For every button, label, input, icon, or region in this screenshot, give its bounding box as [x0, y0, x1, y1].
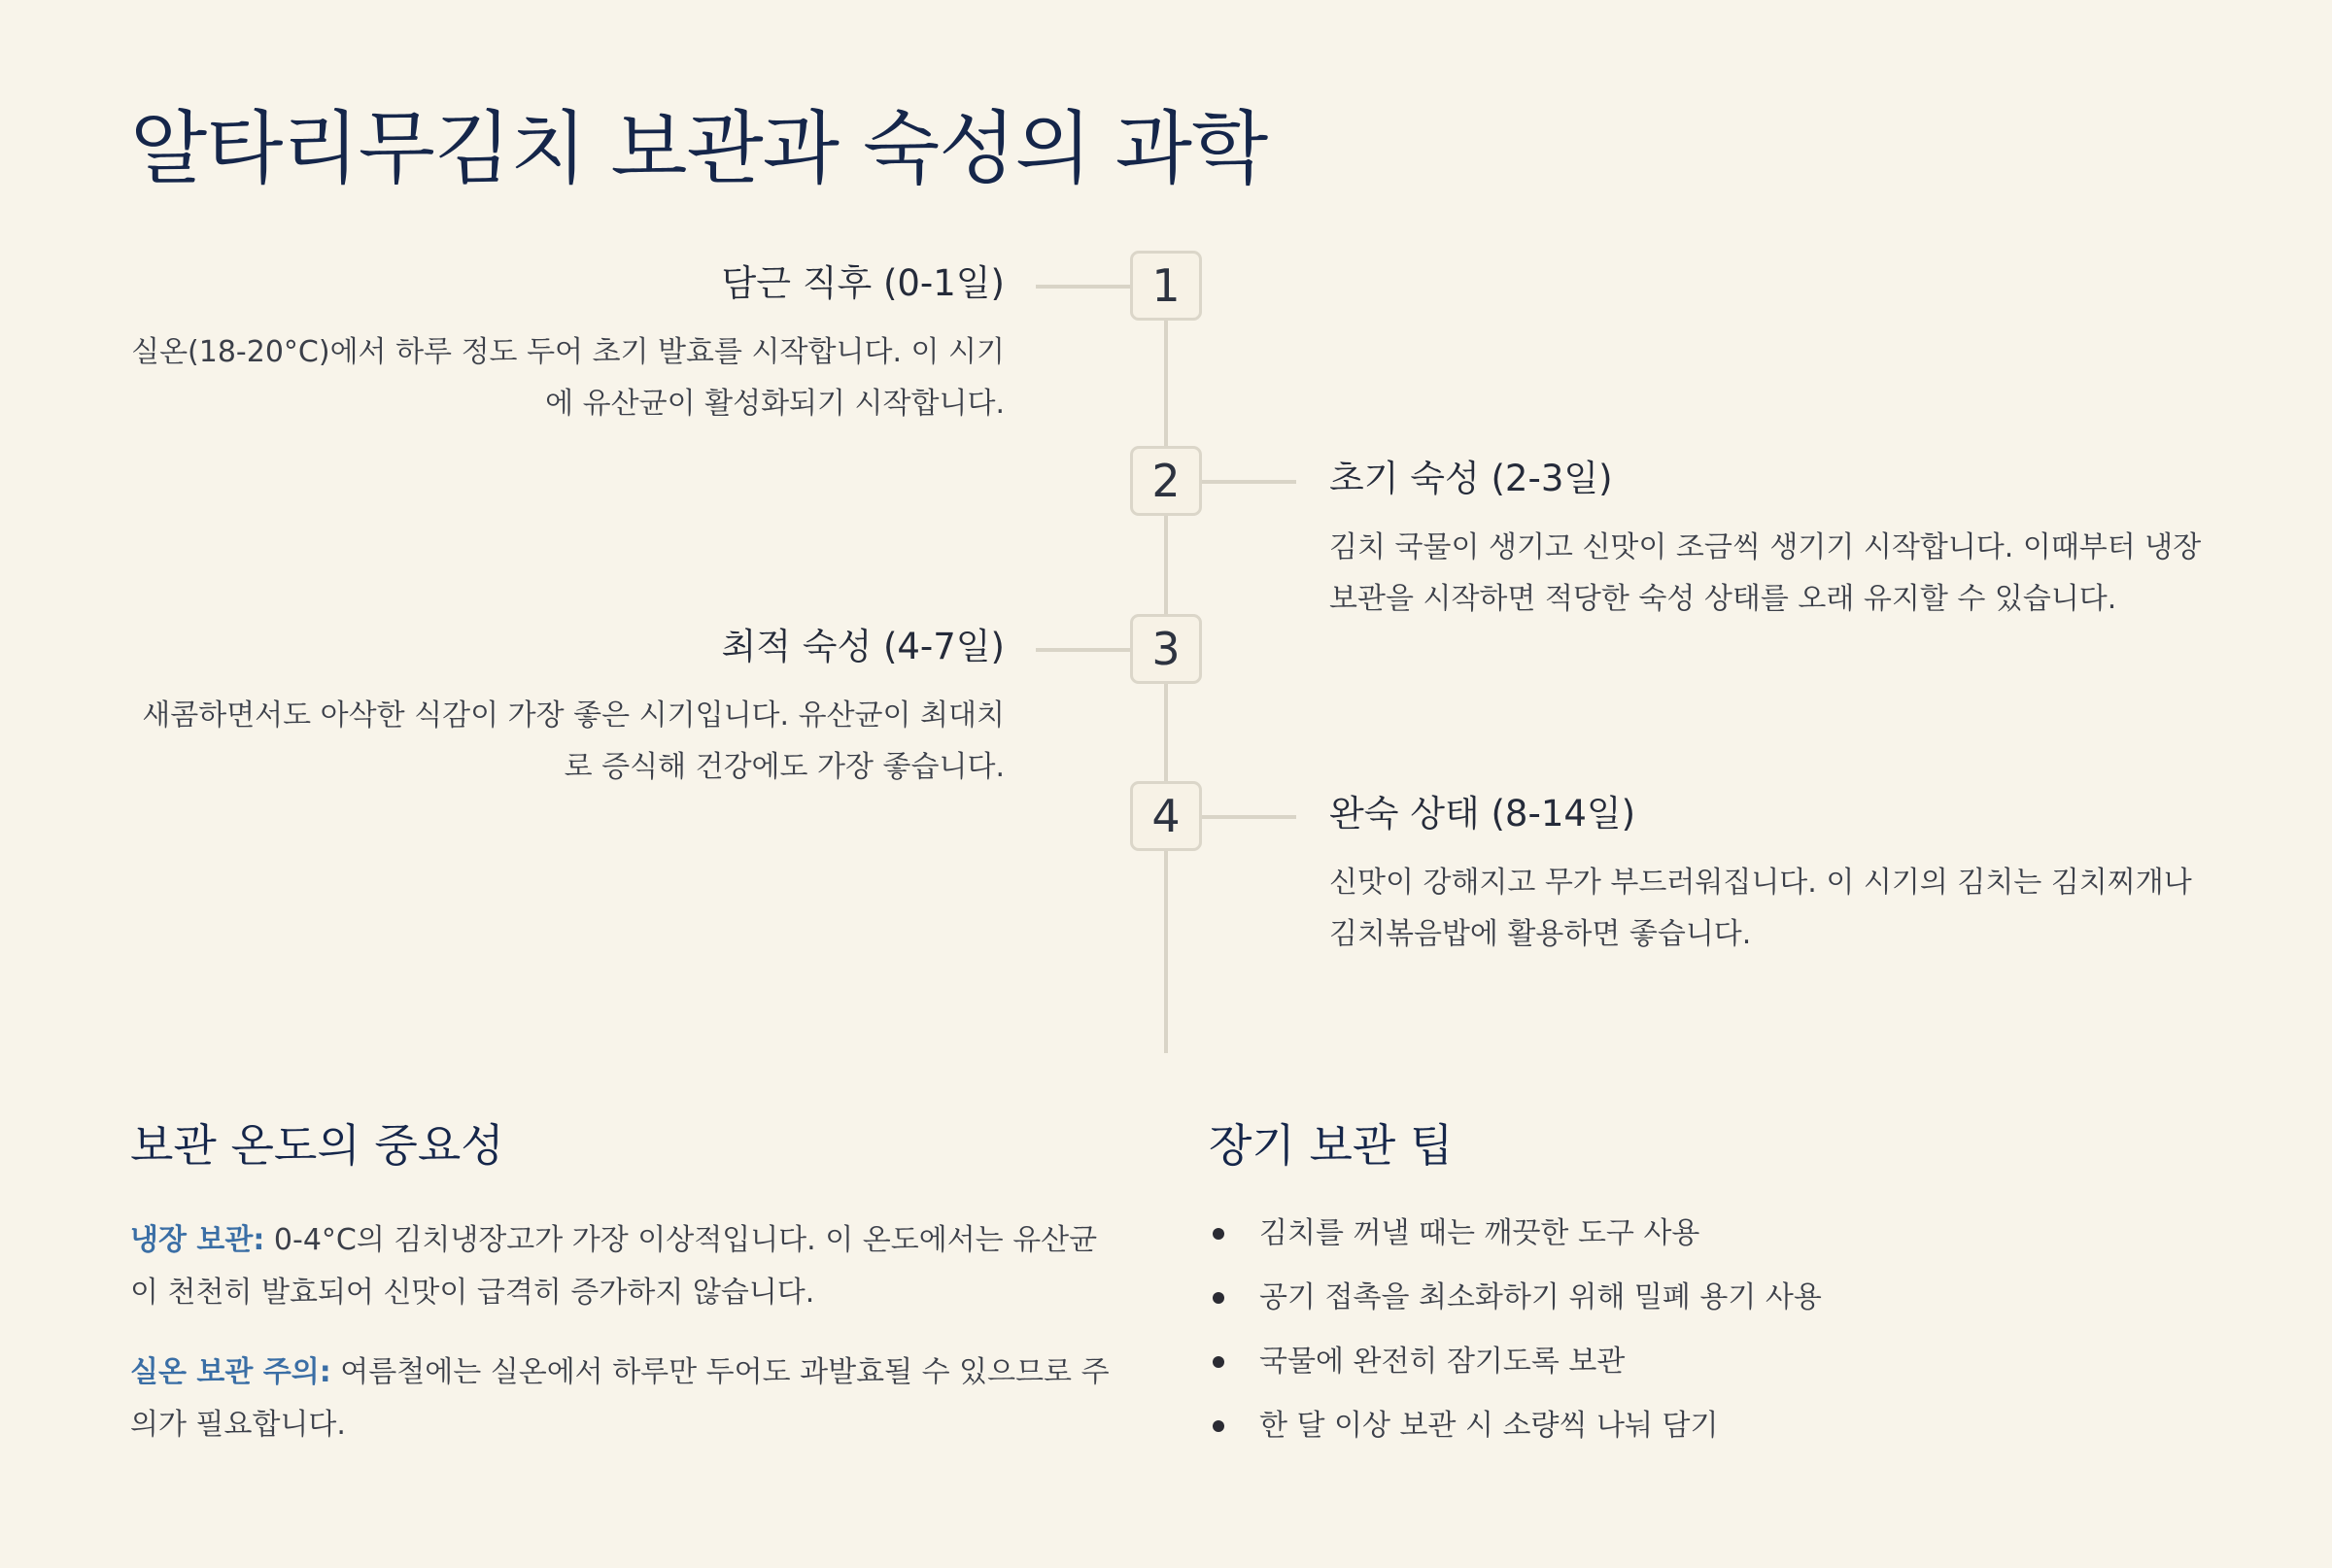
- tip-item: [1209, 1278, 2180, 1317]
- bullet-icon: [1213, 1356, 1224, 1368]
- stage-title: 완숙 상태 (8-14일): [1329, 793, 1636, 835]
- tip-text: 김치를 꺼낼 때는 깨끗한 도구 사용: [1259, 1216, 1700, 1250]
- stage-description: 새콤하면서도 아삭한 식감이 가장 좋은 시기입니다. 유산균이 최대치로 증식해 건강에도 가장 좋습니다.: [142, 699, 1005, 784]
- timeline-stage-2: [1329, 456, 2204, 625]
- tip-text: 한 달 이상 보관 시 소량씩 나눠 담기: [1259, 1409, 1719, 1443]
- timeline-node-1: 1: [1130, 251, 1202, 321]
- temperature-section: [130, 1113, 1121, 1451]
- tip-text: 국물에 완전히 잠기도록 보관: [1259, 1345, 1626, 1379]
- timeline-stage-1: [130, 260, 1005, 429]
- timeline-node-4: 4: [1130, 781, 1202, 851]
- room-label: 실온 보관 주의:: [130, 1355, 331, 1389]
- bullet-icon: [1213, 1228, 1224, 1240]
- stage-title: 담근 직후 (0-1일): [721, 262, 1005, 304]
- temperature-item-room: [130, 1346, 1121, 1451]
- bullet-icon: [1213, 1420, 1224, 1432]
- tip-item: [1209, 1343, 2180, 1381]
- timeline-node-3: 3: [1130, 614, 1202, 684]
- room-text: 여름철에는 실온에서 하루만 두어도 과발효될 수 있으므로 주의가 필요합니다.: [130, 1355, 1110, 1442]
- stage-description: 신맛이 강해지고 무가 부드러워집니다. 이 시기의 김치는 김치찌개나 김치볶음밥에 활용하면 좋습니다.: [1329, 866, 2192, 951]
- page-title: 알타리무김치 보관과 숙성의 과학: [130, 103, 1268, 195]
- timeline-connector-4: [1201, 815, 1296, 819]
- tips-section: [1209, 1113, 2180, 1471]
- stage-description: 실온(18-20°C)에서 하루 정도 두어 초기 발효를 시작합니다. 이 시기에 유산균이 활성화되기 시작합니다.: [131, 335, 1005, 421]
- stage-title: 최적 숙성 (4-7일): [721, 626, 1005, 667]
- fridge-text: 0-4°C의 김치냉장고가 가장 이상적입니다. 이 온도에서는 유산균이 천천히 발효되어 신맛이 급격히 증가하지 않습니다.: [130, 1223, 1098, 1310]
- stage-description: 김치 국물이 생기고 신맛이 조금씩 생기기 시작합니다. 이때부터 냉장 보관을 시작하면 적당한 숙성 상태를 오래 유지할 수 있습니다.: [1329, 530, 2202, 616]
- tip-text: 공기 접촉을 최소화하기 위해 밀폐 용기 사용: [1259, 1280, 1822, 1314]
- timeline-connector-2: [1201, 480, 1296, 484]
- tips-list: [1209, 1214, 2180, 1446]
- bullet-icon: [1213, 1292, 1224, 1304]
- tip-item: [1209, 1214, 2180, 1253]
- tip-item: [1209, 1407, 2180, 1446]
- temperature-item-fridge: [130, 1214, 1121, 1319]
- temperature-heading: 보관 온도의 중요성: [130, 1119, 504, 1172]
- timeline-node-2: 2: [1130, 446, 1202, 516]
- fridge-label: 냉장 보관:: [130, 1223, 265, 1257]
- timeline-connector-1: [1036, 285, 1131, 289]
- stage-title: 초기 숙성 (2-3일): [1329, 458, 1613, 499]
- tips-heading: 장기 보관 팁: [1209, 1119, 1454, 1172]
- timeline-stage-3: [130, 624, 1005, 793]
- timeline-connector-3: [1036, 648, 1131, 652]
- timeline-stage-4: [1329, 791, 2204, 960]
